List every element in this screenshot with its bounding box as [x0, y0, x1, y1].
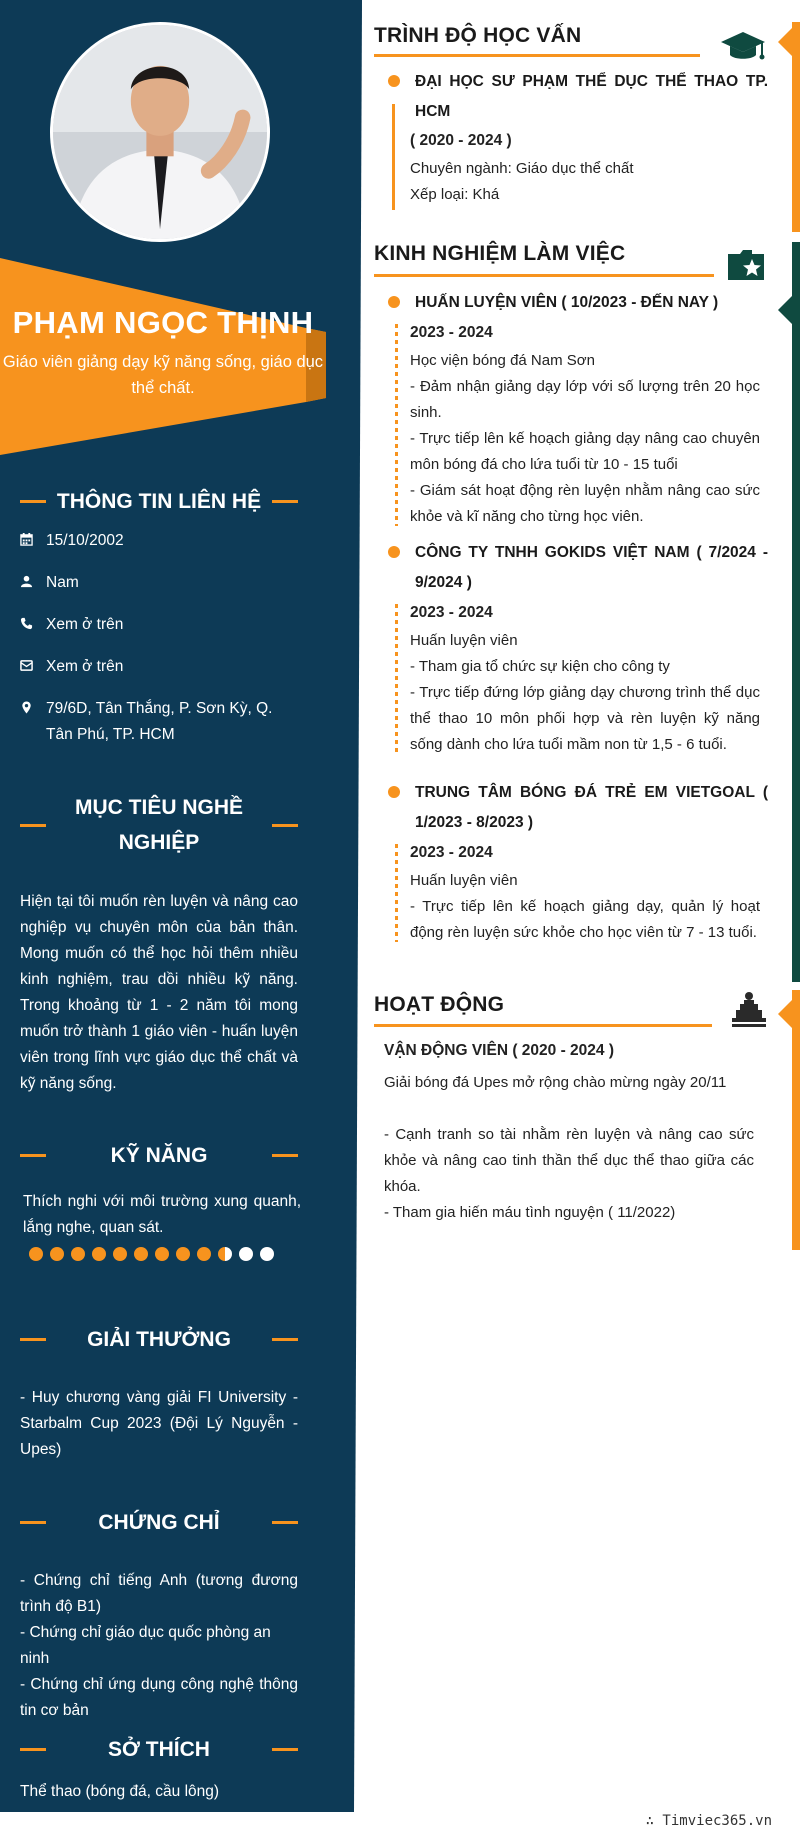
- job-details: [410, 838, 760, 946]
- contact-birthday: [20, 528, 300, 554]
- job-line: - Trực tiếp lên kế hoạch giảng dạy, quản lý hoạt động rèn luyện sức khỏe cho học viên từ 7 - 13 tuổi.: [410, 898, 760, 941]
- education-line: [392, 104, 395, 210]
- education-entry: [388, 67, 768, 127]
- awards-text: - Huy chương vàng giải FI University - Starbalm Cup 2023 (Đội Lý Nguyễn - Upes): [20, 1389, 298, 1458]
- job-entry: [388, 288, 768, 318]
- hobbies-heading-text: SỞ THÍCH: [108, 1738, 210, 1761]
- skill-dot: [176, 1247, 190, 1261]
- hobbies-text: Thể thao (bóng đá, cầu lông): [20, 1783, 220, 1800]
- skill-dot: [50, 1247, 64, 1261]
- map-pin-icon: [20, 696, 46, 714]
- contact-address: [20, 696, 300, 748]
- bullet-dot: [388, 296, 400, 308]
- experience-heading: [374, 242, 625, 266]
- heading-dash: [20, 824, 46, 827]
- bullet-dot: [388, 546, 400, 558]
- full-name: PHẠM NGỌC THỊNH: [12, 305, 314, 340]
- timeline-dotted-line: [395, 324, 398, 526]
- gender-value: Nam: [46, 574, 79, 591]
- skill-dot: [155, 1247, 169, 1261]
- accent-bar-experience: [792, 242, 800, 982]
- job-line: Huấn luyện viên: [410, 632, 518, 649]
- activities-details: [384, 1036, 754, 1226]
- job-year: 2023 - 2024: [410, 604, 493, 621]
- awards-heading-text: GIẢI THƯỞNG: [87, 1328, 231, 1351]
- certificates-list: [20, 1568, 298, 1724]
- job-title: HUẤN LUYỆN VIÊN ( 10/2023 - ĐẾN NAY ): [415, 294, 719, 311]
- education-grade: Xếp loại: Khá: [410, 186, 500, 203]
- accent-bar-education: [792, 22, 800, 232]
- heading-dash: [20, 1338, 46, 1341]
- objective-heading: [20, 790, 298, 860]
- timeline-dotted-line: [395, 604, 398, 754]
- heading-underline: [374, 1024, 712, 1027]
- heading-dash: [272, 500, 298, 503]
- phone-value: Xem ở trên: [46, 616, 124, 633]
- accent-notch: [778, 1000, 792, 1028]
- birthday-value: 15/10/2002: [46, 532, 124, 549]
- job-line: - Trực tiếp đứng lớp giảng dạy chương trình thể dục thể thao 10 môn phối hợp và rèn luyện kỹ năng sống dành cho lứa tuổi mầm non từ 1,5 - 6 tuổi.: [410, 684, 760, 753]
- skill-dot: [71, 1247, 85, 1261]
- job-details: [410, 598, 760, 758]
- sidebar: [0, 0, 324, 1839]
- activities-heading: [374, 993, 504, 1017]
- footer-brand: ∴ Timviec365.vn: [645, 1813, 772, 1829]
- contact-gender: [20, 570, 300, 596]
- heading-dash: [272, 1521, 298, 1524]
- job-line: Huấn luyện viên: [410, 872, 518, 889]
- skill-dot: [239, 1247, 253, 1261]
- graduation-cap-icon: [720, 30, 766, 64]
- education-heading: [374, 24, 581, 48]
- skill-dot: [92, 1247, 106, 1261]
- calendar-icon: [20, 528, 46, 546]
- education-heading-text: TRÌNH ĐỘ HỌC VẤN: [374, 24, 582, 47]
- skill-dot: [113, 1247, 127, 1261]
- heading-dash: [20, 1748, 46, 1751]
- user-icon: [20, 570, 46, 588]
- skill-rating: [29, 1247, 274, 1261]
- contact-heading-text: THÔNG TIN LIÊN HỆ: [56, 490, 262, 513]
- heading-dash: [20, 1521, 46, 1524]
- skills-heading-text: KỸ NĂNG: [110, 1144, 208, 1167]
- job-line: - Tham gia tổ chức sự kiện cho công ty: [410, 658, 670, 675]
- job-entry: [388, 778, 768, 838]
- skill-dot: [134, 1247, 148, 1261]
- certificates-heading-text: CHỨNG CHỈ: [98, 1511, 220, 1534]
- accent-notch: [778, 28, 792, 56]
- certificate-item: - Chứng chỉ ứng dụng công nghệ thông tin cơ bản: [20, 1676, 298, 1719]
- job-title: TRUNG TÂM BÓNG ĐÁ TRẺ EM VIETGOAL ( 1/2023 - 8/2023 ): [415, 784, 768, 831]
- activity-line: - Cạnh tranh so tài nhằm rèn luyện và nâng cao sức khỏe và nâng cao tinh thần thể dục thể thao giữa các khóa.: [384, 1126, 754, 1195]
- address-value: 79/6D, Tân Thắng, P. Sơn Kỳ, Q. Tân Phú, TP. HCM: [46, 700, 273, 743]
- skill-dot: [197, 1247, 211, 1261]
- heading-dash: [20, 1154, 46, 1157]
- job-entry: [388, 538, 768, 598]
- education-period: ( 2020 - 2024 ): [410, 132, 512, 149]
- heading-dash: [272, 824, 298, 827]
- activity-line: - Tham gia hiến máu tình nguyện ( 11/2022): [384, 1204, 676, 1221]
- heading-underline: [374, 274, 714, 277]
- experience-heading-text: KINH NGHIỆM LÀM VIỆC: [374, 242, 626, 265]
- heading-dash: [272, 1338, 298, 1341]
- awards-heading: [20, 1322, 298, 1357]
- job-line: - Trực tiếp lên kế hoạch giảng dạy nâng cao chuyên môn bóng đá cho lứa tuổi từ 10 - 15 tuổi: [410, 430, 760, 473]
- accent-notch: [778, 296, 792, 324]
- briefcase-star-icon: [726, 248, 766, 282]
- contact-list: [20, 528, 300, 764]
- heading-dash: [272, 1748, 298, 1751]
- skill-dot: [260, 1247, 274, 1261]
- skill-dot: [218, 1247, 232, 1261]
- job-line: - Đảm nhận giảng dạy lớp với số lượng trên 20 học sinh.: [410, 378, 760, 421]
- heading-dash: [20, 500, 46, 503]
- bullet-dot: [388, 786, 400, 798]
- podium-person-icon: [728, 990, 768, 1030]
- contact-email: [20, 654, 300, 680]
- job-title: CÔNG TY TNHH GOKIDS VIỆT NAM ( 7/2024 - 9/2024 ): [415, 544, 768, 591]
- bullet-dot: [388, 75, 400, 87]
- profile-photo: [50, 22, 270, 242]
- accent-bar-activities: [792, 990, 800, 1250]
- skills-text: Thích nghi với môi trường xung quanh, lắng nghe, quan sát.: [23, 1193, 301, 1236]
- activity-event: Giải bóng đá Upes mở rộng chào mừng ngày 20/11: [384, 1074, 727, 1091]
- job-line: - Giám sát hoạt động rèn luyện nhằm nâng cao sức khỏe và kĩ năng cho từng học viên.: [410, 482, 760, 525]
- school-name: ĐẠI HỌC SƯ PHẠM THỂ DỤC THỂ THAO TP. HCM: [415, 73, 768, 120]
- activities-heading-text: HOẠT ĐỘNG: [374, 993, 505, 1016]
- certificates-heading: [20, 1505, 298, 1540]
- objective-text: Hiện tại tôi muốn rèn luyện và nâng cao nghiệp vụ chuyên môn của bản thân. Mong muốn có thể học hỏi thêm nhiều kinh nghiệm, trau dồi nhiều kỹ năng. Trong khoảng từ 1 - 2 năm tôi mong muốn trở thành 1 giáo viên - huấn luyện viên trong lĩnh vực giáo dục thể chất và kỹ năng sống.: [20, 893, 298, 1092]
- timeline-dotted-line: [395, 844, 398, 942]
- certificate-item: - Chứng chỉ giáo dục quốc phòng an ninh: [20, 1624, 271, 1667]
- activity-role: VẬN ĐỘNG VIÊN ( 2020 - 2024 ): [384, 1042, 614, 1059]
- job-year: 2023 - 2024: [410, 324, 493, 341]
- job-line: Học viện bóng đá Nam Sơn: [410, 352, 595, 369]
- phone-icon: [20, 612, 46, 630]
- certificate-item: - Chứng chỉ tiếng Anh (tương đương trình độ B1): [20, 1572, 298, 1615]
- job-year: 2023 - 2024: [410, 844, 493, 861]
- name-banner: [0, 305, 326, 401]
- contact-heading: [20, 484, 298, 519]
- heading-dash: [272, 1154, 298, 1157]
- heading-underline: [374, 54, 700, 57]
- education-major: Chuyên ngành: Giáo dục thể chất: [410, 160, 634, 177]
- job-title: Giáo viên giảng dạy kỹ năng sống, giáo dục thể chất.: [2, 353, 324, 397]
- email-value: Xem ở trên: [46, 658, 124, 675]
- job-details: [410, 318, 760, 530]
- hobbies-heading: [20, 1732, 298, 1767]
- skill-dot: [29, 1247, 43, 1261]
- skills-heading: [20, 1138, 298, 1173]
- email-icon: [20, 654, 46, 672]
- contact-phone: [20, 612, 300, 638]
- education-details: [410, 126, 760, 208]
- objective-heading-text: MỤC TIÊU NGHỀ NGHIỆP: [75, 796, 243, 854]
